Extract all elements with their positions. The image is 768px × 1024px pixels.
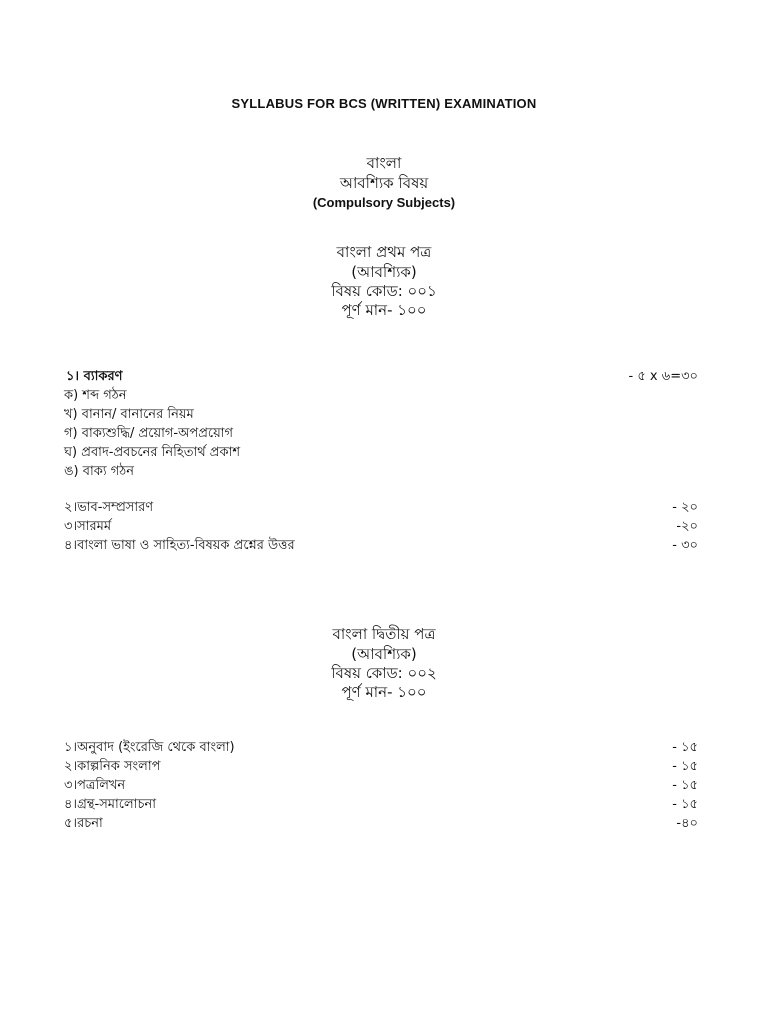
list-item-label: ক) শব্দ গঠন (64, 388, 127, 403)
paper1-section-row (0, 517, 768, 536)
list-item (0, 386, 768, 405)
document-title: SYLLABUS FOR BCS (WRITTEN) EXAMINATION (231, 96, 537, 111)
section-label: ৫।রচনা (64, 816, 103, 831)
list-item (0, 405, 768, 424)
section-label: ২।কাল্পনিক সংলাপ (64, 759, 161, 774)
section-marks: - ৫ x ৬=৩০ (628, 369, 698, 384)
section-label: ১। ব্যাকরণ (66, 369, 123, 384)
section-marks: - ১৫ (672, 797, 698, 812)
list-item-label: ঘ) প্রবাদ-প্রবচনের নিহিতার্থ প্রকাশ (64, 445, 241, 460)
paper2-code: বিষয় কোড: ০০২ (331, 664, 437, 682)
paper1-code: বিষয় কোড: ০০১ (331, 282, 437, 300)
subject-category-bn: আবশ্যিক বিষয় (339, 174, 429, 192)
list-item-label: ঙ) বাক্য গঠন (64, 464, 134, 479)
paper2-section-row (0, 738, 768, 757)
section-marks: - ২০ (672, 500, 698, 515)
list-item (0, 443, 768, 462)
paper2-full-marks: পূর্ণ মান- ১০০ (341, 683, 427, 701)
subject-category-en: (Compulsory Subjects) (312, 195, 456, 210)
section-marks: - ১৫ (672, 740, 698, 755)
paper1-type: (আবশ্যিক) (351, 263, 417, 281)
list-item-label: খ) বানান/ বানানের নিয়ম (64, 407, 194, 422)
paper1-section-row (0, 498, 768, 517)
paper1-title: বাংলা প্রথম পত্র (336, 243, 432, 261)
paper2-section-row (0, 776, 768, 795)
paper1-full-marks: পূর্ণ মান- ১০০ (341, 301, 427, 319)
section-marks: -৪০ (676, 816, 698, 831)
paper1-section-row (0, 536, 768, 555)
section-marks: -২০ (676, 519, 698, 534)
paper2-section-row (0, 795, 768, 814)
subject-name: বাংলা (366, 154, 402, 172)
section-label: ৩।পত্রলিখন (64, 778, 126, 793)
paper2-title: বাংলা দ্বিতীয় পত্র (332, 625, 436, 643)
section-marks: - ১৫ (672, 778, 698, 793)
list-item (0, 462, 768, 481)
section-label: ৪।বাংলা ভাষা ও সাহিত্য-বিষয়ক প্রশ্নের উত্তর (64, 538, 295, 553)
list-item-label: গ) বাক্যশুদ্ধি/ প্রয়োগ-অপপ্রয়োগ (64, 426, 234, 441)
list-item (0, 424, 768, 443)
section-marks: - ৩০ (672, 538, 698, 553)
paper2-type: (আবশ্যিক) (351, 645, 417, 663)
paper2-section-row (0, 814, 768, 833)
paper1-section-row (0, 367, 768, 386)
section-label: ২।ভাব-সম্প্রসারণ (64, 500, 154, 515)
section-label: ৪।গ্রন্থ-সমালোচনা (64, 797, 156, 812)
section-label: ৩।সারমর্ম (64, 519, 112, 534)
paper2-section-row (0, 757, 768, 776)
section-label: ১।অনুবাদ (ইংরেজি থেকে বাংলা) (64, 740, 235, 755)
section-marks: - ১৫ (672, 759, 698, 774)
